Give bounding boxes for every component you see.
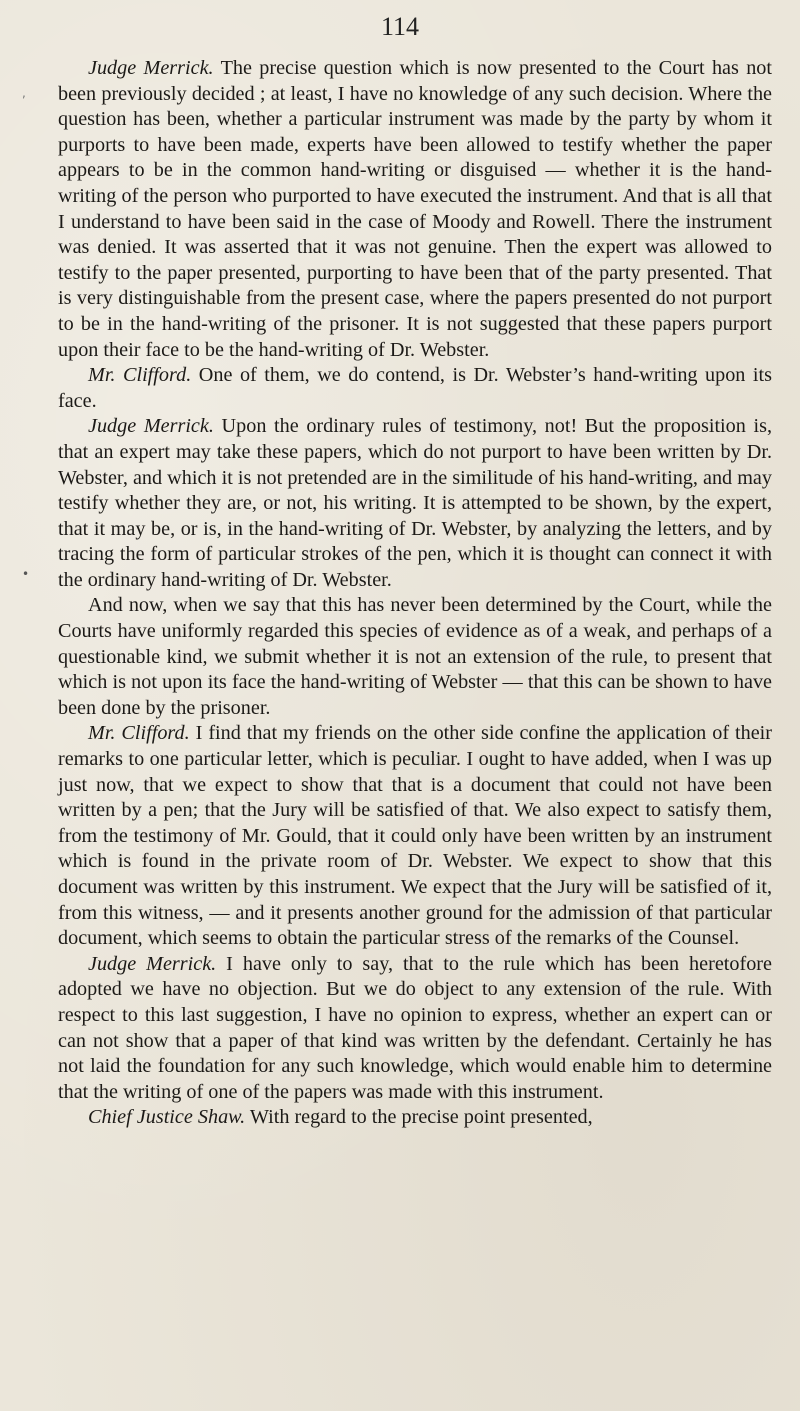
page-number: 114: [380, 12, 420, 41]
paragraph-1: [58, 56, 772, 363]
body-text: [58, 56, 772, 1131]
paragraph-4: [58, 593, 772, 721]
paragraph-text: I find that my friends on the other side confine the application of their remarks to one particular letter, which is peculiar. I ought to have added, when I was up just now, that we expect to show that that is a document that could not have been written by a pen; that the Jury will be satisfied of that. We also expect to satisfy them, from the testimony of Mr. Gould, that it could only have been written by an instrument which is found in the private room of Dr. Webster. We expect to show that this document was written by this instrument. We expect that the Jury will be satisfied of it, from this witness, — and it presents another ground for the admission of that particular document, which seems to obtain the particular stress of the remarks of the Counsel.: [58, 722, 772, 950]
paragraph-text: And now, when we say that this has never been determined by the Court, while the Courts have uniformly regarded this species of evidence as of a weak, and perhaps of a questionable kind, we submit whether it is not an extension of the rule, to present that which is not upon its face the hand-writing of Webster — that this can be shown to have been done by the prisoner.: [58, 594, 772, 719]
paragraph-text: With regard to the precise point presented,: [249, 1106, 593, 1129]
margin-tick-mark: ,: [22, 86, 26, 100]
paragraph-3: [58, 414, 772, 593]
speaker-name: Mr. Clifford.: [88, 364, 192, 387]
paragraph-text: Upon the ordinary rules of testimony, not! But the proposition is, that an expert may take these papers, which do not purport to have been written by Dr. Webster, and which it is not pretended are in the similitude of his hand-writing, and may testify whether they are, or not, his writing. It is attempted to be shown, by the expert, that it may be, or is, in the hand-writing of Dr. Webster, by analyzing the letters, and by tracing the form of particular strokes of the pen, which it is thought can connect it with the ordinary hand-writing of Dr. Webster.: [58, 415, 772, 591]
paragraph-7: [58, 1105, 772, 1131]
speaker-name: Judge Merrick.: [88, 952, 217, 975]
paragraph-text: One of them, we do contend, is Dr. Webster’s hand-writing upon its face.: [58, 364, 772, 412]
speaker-name: Judge Merrick.: [88, 415, 214, 438]
paragraph-2: [58, 363, 772, 414]
speaker-name: Mr. Clifford.: [88, 722, 190, 745]
paragraph-text: The precise question which is now presented to the Court has not been previously decided ; at least, I have no knowledge of any such decision. Where the question has been, whether a particular instrument was made by the party by whom it purports to have been made, experts have been allowed to testify whether the paper appears to be in the common hand-writing or disguised — whether it is the hand-writing of the person who purported to have executed the instrument. And that is all that I understand to have been said in the case of Moody and Rowell. There the instrument was denied. It was asserted that it was not genuine. Then the expert was allowed to testify to the paper presented, purporting to have been that of the party presented. That is very distinguishable from the present case, where the papers presented do not purport to be in the hand-writing of the prisoner. It is not suggested that these papers purport upon their face to be the hand-writing of Dr. Webster.: [58, 57, 772, 361]
speaker-name: Judge Merrick.: [88, 57, 214, 79]
margin-bullet-mark: •: [22, 567, 30, 581]
paragraph-5: [58, 721, 772, 951]
speaker-name: Chief Justice Shaw.: [88, 1106, 246, 1129]
paragraph-text: I have only to say, that to the rule which has been heretofore adopted we have no objection. But we do object to any extension of the rule. With respect to this last suggestion, I have no opinion to express, whether an expert can or can not show that a paper of that kind was written by the defendant. Certainly he has not laid the foundation for any such knowledge, which would enable him to determine that the writing of one of the papers was made with this instrument.: [58, 952, 772, 1103]
paragraph-6: [58, 952, 772, 1106]
